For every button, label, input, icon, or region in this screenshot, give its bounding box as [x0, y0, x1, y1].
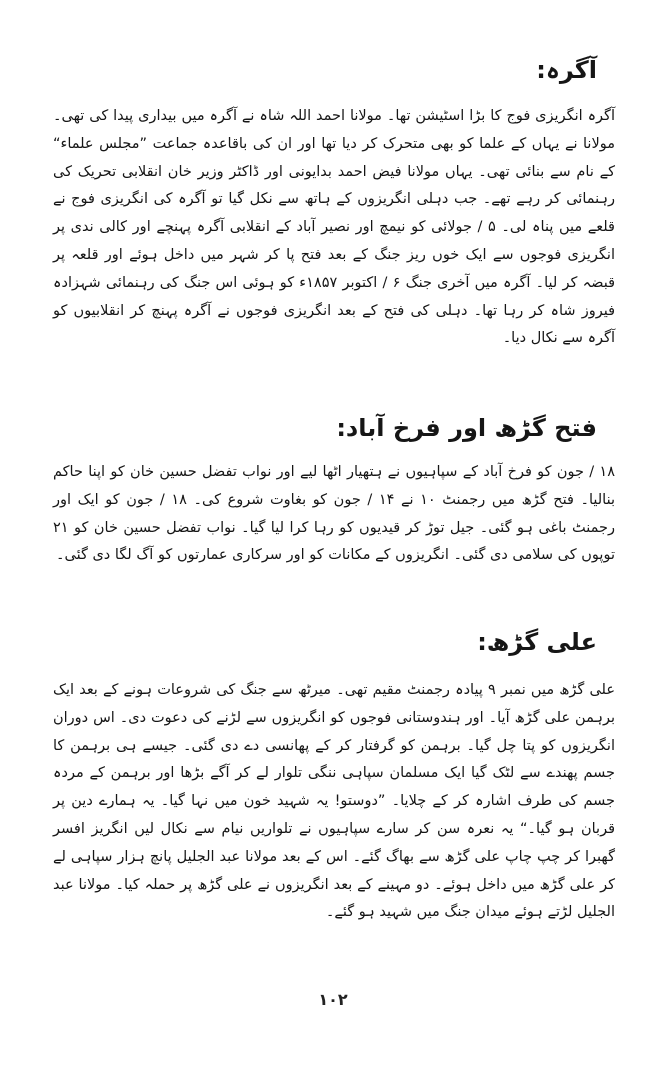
paragraph-fatehgarh-farrukhabad: ۱۸ / جون کو فرخ آباد کے سپاہیوں نے ہتھیار اٹھا لیے اور نواب تفضل حسین خان کو اپنا حاکم بنالیا۔ فتح گڑھ میں رجمنٹ ۱۰ نے ۱۴ / جون کو بغاوت شروع کی۔ ۱۸ / جون کو ایک اور رجمنٹ باغی ہو گئی۔ جیل توڑ کر قیدیوں کو رہا کرا لیا گیا۔ نواب تفضل حسین خان کو ۲۱ توپوں کی سلامی دی گئی۔ انگریزوں کے مکانات کو اور سرکاری عمارتوں کو آگ لگا دی گئی۔: [53, 464, 615, 564]
section-heading-fatehgarh-farrukhabad: فتح گڑھ اور فرخ آباد:: [336, 414, 597, 442]
paragraph-agra: آگرہ انگریزی فوج کا بڑا اسٹیشن تھا۔ مولانا احمد اللہ شاہ نے آگرہ میں بیداری پیدا کی تھی۔ مولانا نے یہاں کے علما کو بھی متحرک کر دیا تھا اور ان کی باقاعدہ جماعت ”مجلس علماء“ کے نام سے بنائی تھی۔ یہاں مولانا فیض احمد بدایونی اور ڈاکٹر وزیر خان انقلابی تحریک کی رہنمائی کر رہے تھے۔ جب دہلی انگریزوں کے ہاتھ سے نکل گیا تو آگرہ کی انگریزی فوج نے قلعے میں پناہ لی۔ ۵ / جولائی کو نیمچ اور نصیر آباد کے انقلابی آگرہ پہنچے اور کالی ندی پر انگریزی فوجوں سے ایک خوں ریز جنگ کے بعد فتح پا کر شہر میں داخل ہوئے اور قلعہ پر قبضہ کر لیا۔ آگرہ میں آخری جنگ ۶ / اکتوبر ۱۸۵۷ء کو ہوئی اس جنگ کی رہنمائی شہزادہ فیروز شاہ کر رہا تھا۔ دہلی کی فتح کے بعد انگریزی فوجوں نے آگرہ پہنچ کر انقلابیوں کو آگرہ سے نکال دیا۔: [53, 108, 616, 347]
page-number: ۱۰۲: [318, 990, 348, 1009]
section-heading-aligarh: علی گڑھ:: [477, 628, 597, 656]
paragraph-aligarh: علی گڑھ میں نمبر ۹ پیادہ رجمنٹ مقیم تھی۔ میرٹھ سے جنگ کی شروعات ہونے کے بعد ایک برہمن علی گڑھ آیا۔ اور ہندوستانی فوجوں کو انگریزوں سے لڑنے کی دعوت دی۔ اس دوران انگریزوں کو پتا چل گیا۔ برہمن کو گرفتار کر کے پھانسی دے دی گئی۔ جیسے ہی برہمن کا جسم پھندے سے لٹک گیا ایک مسلمان سپاہی ننگی تلوار لے کر آگے بڑھا اور برہمن کے مردہ جسم کی طرف اشارہ کر کے چلایا۔ ”دوستو! یہ شہید خون میں نہا گیا۔ یہ ہمارے دین پر قربان ہو گیا۔“ یہ نعرہ سن کر سارے سپاہیوں نے تلواریں نیام سے نکال لیں انگریز افسر گھبرا کر چپ چاپ علی گڑھ سے بھاگ گئے۔ اس کے بعد مولانا عبد الجلیل پانچ ہزار سپاہی لے کر علی گڑھ میں داخل ہوئے۔ دو مہینے کے بعد انگریزوں نے علی گڑھ پر حملہ کیا۔ مولانا عبد الجلیل لڑتے ہوئے میدان جنگ میں شہید ہو گئے۔: [53, 682, 615, 921]
section-heading-agra: آگرہ:: [536, 56, 597, 84]
